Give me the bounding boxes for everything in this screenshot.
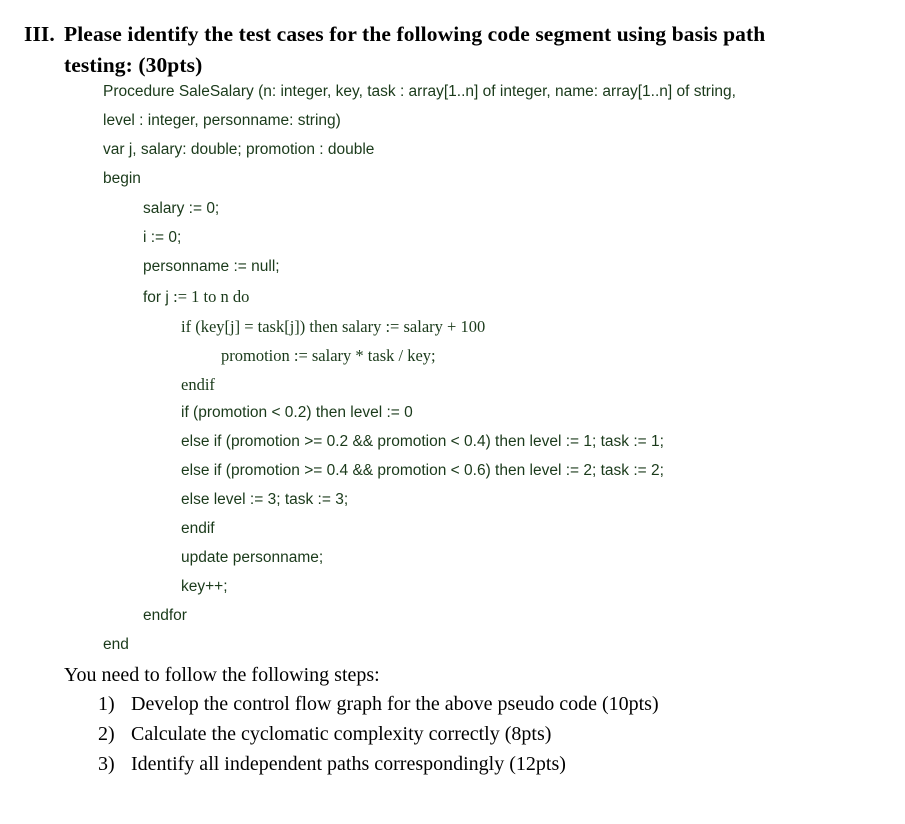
code-line-procedure: Procedure SaleSalary (n: integer, key, task : array[1..n] of integer, name: array[1..n] of string, xyxy=(103,83,736,100)
code-line-elseif-2: else if (promotion >= 0.4 && promotion < 0.6) then level := 2; task := 2; xyxy=(181,462,664,479)
code-line-promotion: promotion := salary * task / key; xyxy=(221,346,436,365)
code-line-i-init: i := 0; xyxy=(143,229,182,246)
question-number: III. xyxy=(24,22,55,46)
code-line-params: level : integer, personname: string) xyxy=(103,112,341,129)
step-text: Calculate the cyclomatic complexity correctly (8pts) xyxy=(131,723,552,745)
step-number: 3) xyxy=(98,753,115,775)
step-text: Identify all independent paths correspondingly (12pts) xyxy=(131,753,566,775)
code-line-end: end xyxy=(103,636,129,653)
step-number: 2) xyxy=(98,723,115,745)
code-line-begin: begin xyxy=(103,170,141,187)
code-line-endfor: endfor xyxy=(143,607,187,624)
step-number: 1) xyxy=(98,693,115,715)
code-line-if-key: if (key[j] = task[j]) then salary := salary + 100 xyxy=(181,317,486,336)
step-text: Develop the control flow graph for the above pseudo code (10pts) xyxy=(131,693,659,715)
question-title-line1: Please identify the test cases for the following code segment using basis path xyxy=(64,22,766,46)
code-line-endif-1: endif xyxy=(181,375,215,394)
code-line-var: var j, salary: double; promotion : double xyxy=(103,141,375,158)
code-for-keyword: for j xyxy=(143,289,174,306)
code-line-key-increment: key++; xyxy=(181,578,228,595)
code-line-endif-2: endif xyxy=(181,520,215,537)
code-line-update: update personname; xyxy=(181,549,324,566)
code-for-range: := 1 to n do xyxy=(173,287,250,306)
code-line-if-promotion: if (promotion < 0.2) then level := 0 xyxy=(181,404,413,421)
code-line-salary-init: salary := 0; xyxy=(143,200,220,217)
code-line-else: else level := 3; task := 3; xyxy=(181,491,349,508)
code-line-elseif-1: else if (promotion >= 0.2 && promotion < 0.4) then level := 1; task := 1; xyxy=(181,433,664,450)
instructions-intro: You need to follow the following steps: xyxy=(64,664,380,686)
code-line-personname-init: personname := null; xyxy=(143,258,280,275)
code-line-for xyxy=(143,287,249,307)
question-title-line2: testing: (30pts) xyxy=(64,53,203,77)
